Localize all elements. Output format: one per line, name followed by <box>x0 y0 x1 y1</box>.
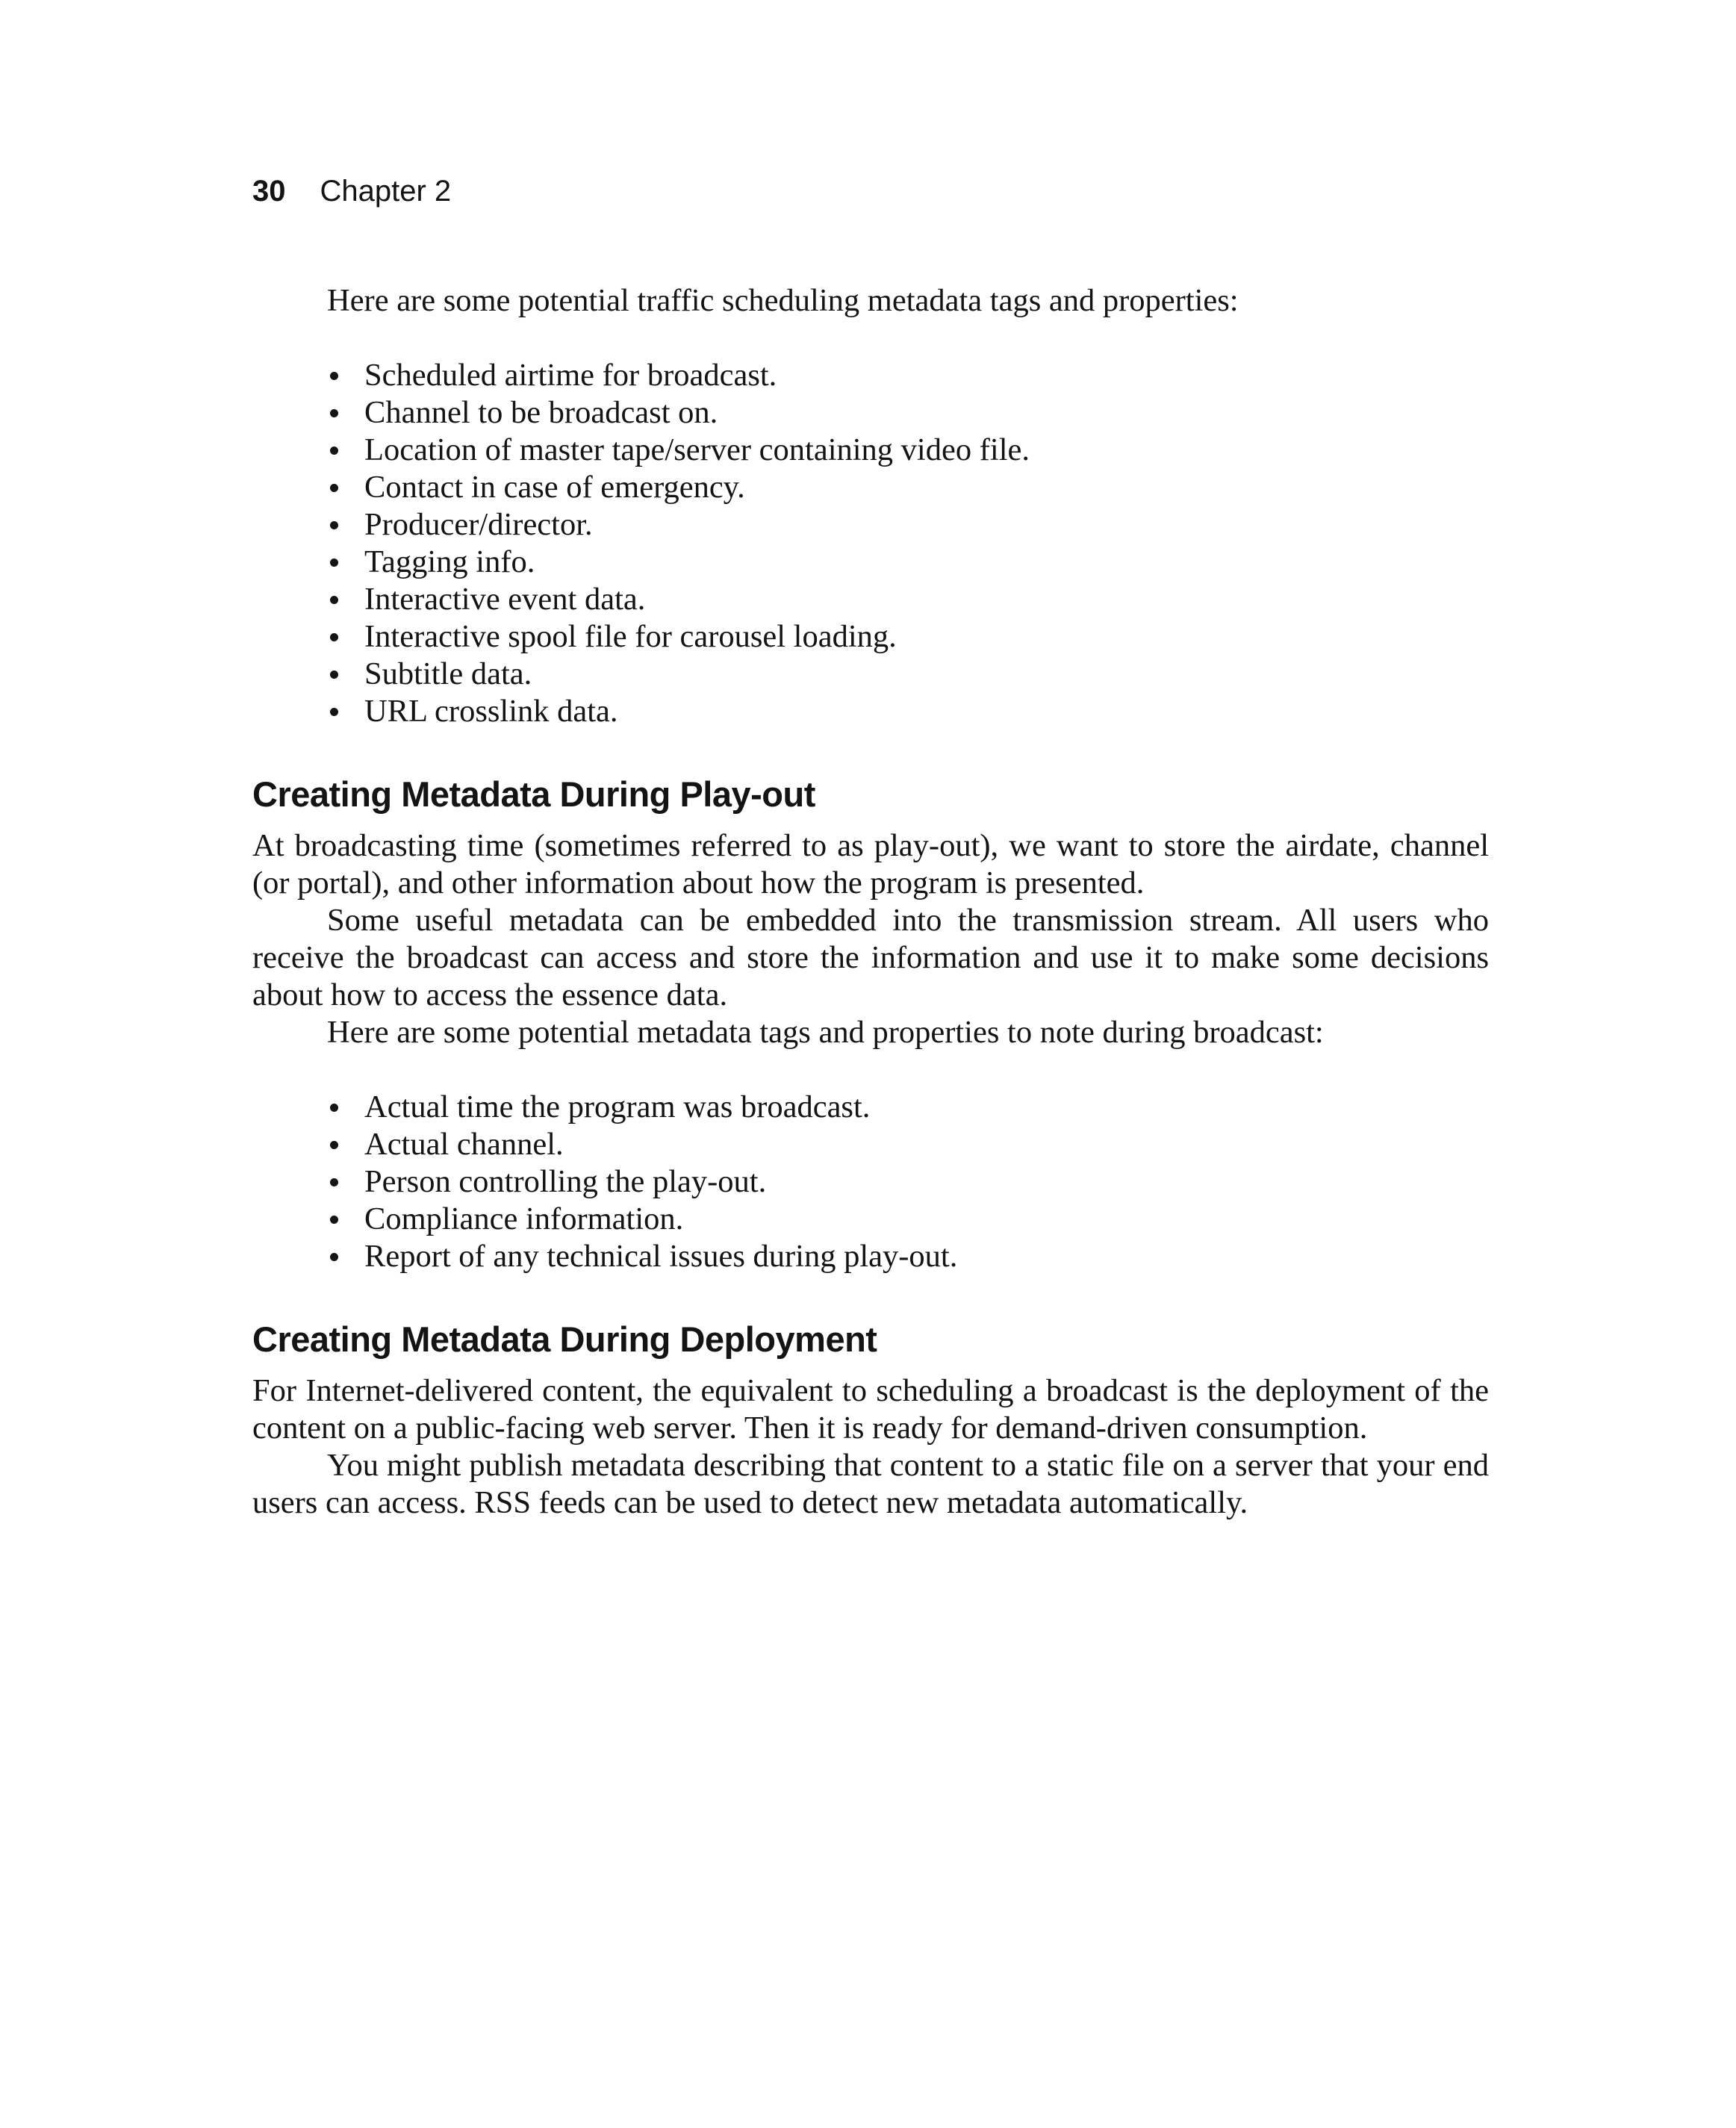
list-item-text: Subtitle data. <box>364 656 532 691</box>
list-item <box>327 1089 1489 1126</box>
bullet-icon <box>330 1253 338 1261</box>
list-item <box>327 1201 1489 1238</box>
list-item-text: Interactive event data. <box>364 582 646 617</box>
list-item-text: Tagging info. <box>364 544 535 579</box>
bullet-icon <box>330 447 338 455</box>
bullet-icon <box>330 372 338 380</box>
section-heading-playout: Creating Metadata During Play-out <box>252 774 815 814</box>
list-item-text: Scheduled airtime for broadcast. <box>364 358 777 393</box>
bullet-icon <box>330 671 338 679</box>
deployment-paragraph-1: For Internet-delivered content, the equivalent to scheduling a broadcast is the deployment of the content on a public-facing web server. Then it is ready for demand-driven consumption. <box>252 1373 1489 1446</box>
page-number: 30 <box>252 175 286 208</box>
bullet-icon <box>330 559 338 567</box>
page-body <box>252 282 1489 1522</box>
list-item <box>327 1126 1489 1163</box>
bullet-icon <box>330 1104 338 1112</box>
playout-paragraph-1: At broadcasting time (sometimes referred to as play-out), we want to store the airdate, channel (or portal), and other information about how the program is presented. <box>252 828 1489 900</box>
list-item-text: Channel to be broadcast on. <box>364 395 718 430</box>
traffic-metadata-list <box>252 357 1489 730</box>
running-head <box>252 170 451 212</box>
bullet-icon <box>330 1216 338 1224</box>
bullet-icon <box>330 596 338 604</box>
bullet-icon <box>330 1178 338 1186</box>
list-item <box>327 1163 1489 1201</box>
list-item <box>327 656 1489 693</box>
playout-paragraph-3: Here are some potential metadata tags and properties to note during broadcast: <box>327 1015 1324 1050</box>
section-heading-deployment: Creating Metadata During Deployment <box>252 1319 877 1359</box>
bullet-icon <box>330 1141 338 1149</box>
intro-lead-paragraph: Here are some potential traffic scheduling metadata tags and properties: <box>327 283 1239 318</box>
bullet-icon <box>330 633 338 641</box>
list-item <box>327 581 1489 618</box>
list-item <box>327 618 1489 656</box>
list-item-text: Actual channel. <box>364 1127 564 1162</box>
list-item <box>327 394 1489 432</box>
list-item-text: Interactive spool file for carousel loading. <box>364 619 897 654</box>
list-item <box>327 432 1489 469</box>
list-item-text: Producer/director. <box>364 507 593 542</box>
list-item-text: Contact in case of emergency. <box>364 470 745 505</box>
playout-paragraph-2: Some useful metadata can be embedded into the transmission stream. All users who receive the broadcast can access and store the information and use it to make some decisions about how to access the essence data. <box>252 903 1489 1012</box>
list-item <box>327 544 1489 581</box>
list-item-text: Report of any technical issues during play-out. <box>364 1239 958 1274</box>
list-item <box>327 1238 1489 1275</box>
list-item-text: Location of master tape/server containing video file. <box>364 432 1030 467</box>
bullet-icon <box>330 708 338 716</box>
chapter-label: Chapter 2 <box>320 175 452 208</box>
list-item-text: Actual time the program was broadcast. <box>364 1089 871 1124</box>
list-item <box>327 469 1489 506</box>
bullet-icon <box>330 409 338 417</box>
list-item <box>327 357 1489 394</box>
list-item <box>327 693 1489 730</box>
list-item <box>327 506 1489 544</box>
playout-metadata-list <box>252 1089 1489 1275</box>
list-item-text: URL crosslink data. <box>364 694 618 729</box>
bullet-icon <box>330 521 338 529</box>
bullet-icon <box>330 484 338 492</box>
deployment-paragraph-2: You might publish metadata describing that content to a static file on a server that your end users can access. RSS feeds can be used to detect new metadata automatically. <box>252 1448 1489 1520</box>
list-item-text: Person controlling the play-out. <box>364 1164 767 1199</box>
list-item-text: Compliance information. <box>364 1201 684 1236</box>
